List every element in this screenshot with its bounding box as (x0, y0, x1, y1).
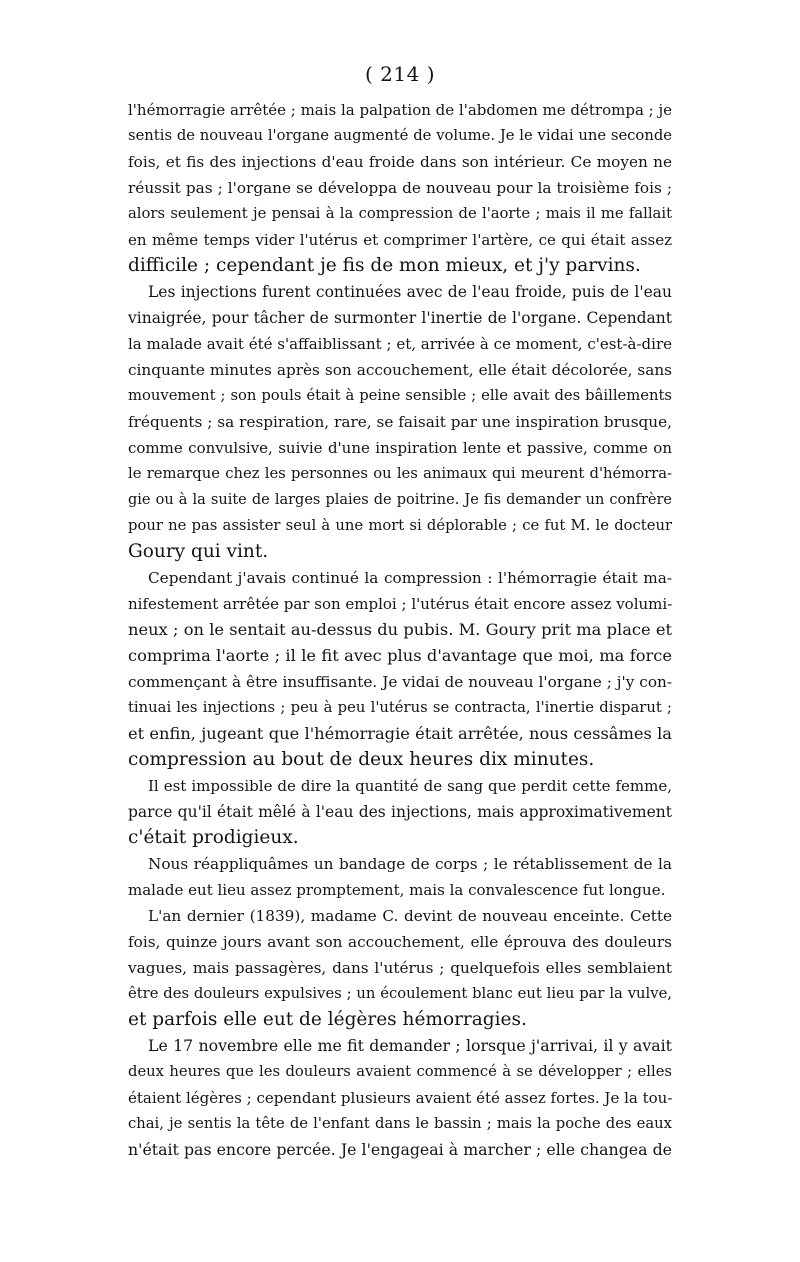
text-line: fréquents ; sa respiration, rare, se faisait par une inspiration brusque, (128, 413, 672, 431)
text-line: vagues, mais passagères, dans l'utérus ; quelquefois elles semblaient (128, 959, 672, 977)
text-line: compression au bout de deux heures dix minutes. (128, 749, 595, 770)
text-line: difficile ; cependant je fis de mon mieux, et j'y parvins. (128, 255, 641, 276)
text-line: comprima l'aorte ; il le fit avec plus d'avantage que moi, ma force (128, 646, 672, 665)
text-line: cinquante minutes après son accouchement, elle était décolorée, sans (128, 361, 672, 379)
text-line: étaient légères ; cependant plusieurs avaient été assez fortes. Je la tou- (128, 1089, 672, 1107)
text-line: mouvement ; son pouls était à peine sensible ; elle avait des bâillements (128, 387, 672, 404)
text-line: le remarque chez les personnes ou les animaux qui meurent d'hémorra- (128, 465, 672, 482)
text-line: deux heures que les douleurs avaient commencé à se développer ; elles (128, 1063, 672, 1080)
text-line: la malade avait été s'affaiblissant ; et, arrivée à ce moment, c'est-à-dire (128, 335, 672, 353)
text-line: Cependant j'avais continué la compression : l'hémorragie était ma- (148, 569, 672, 587)
text-line: alors seulement je pensai à la compression de l'aorte ; mais il me fallait (128, 205, 672, 222)
text-line: comme convulsive, suivie d'une inspiration lente et passive, comme on (128, 439, 672, 457)
text-line: parce qu'il était mêlé à l'eau des injections, mais approximativement (128, 803, 672, 821)
text-line: Goury qui vint. (128, 541, 269, 562)
text-line: fois, quinze jours avant son accouchement, elle éprouva des douleurs (128, 933, 672, 951)
text-line: réussit pas ; l'organe se développa de nouveau pour la troisième fois ; (128, 179, 672, 197)
text-line: commençant à être insuffisante. Je vidai de nouveau l'organe ; j'y con- (128, 673, 672, 691)
text-line: l'hémorragie arrêtée ; mais la palpation de l'abdomen me détrompa ; je (128, 101, 672, 119)
text-line: neux ; on le sentait au-dessus du pubis. M. Goury prit ma place et (128, 620, 672, 639)
text-line: c'était prodigieux. (128, 827, 299, 848)
text-line: vinaigrée, pour tâcher de surmonter l'inertie de l'organe. Cependant (128, 309, 672, 327)
text-line: et parfois elle eut de légères hémorragies. (128, 1009, 527, 1030)
body-text (128, 97, 672, 1163)
text-line: sentis de nouveau l'organe augmenté de volume. Je le vidai une seconde (128, 127, 672, 144)
page-number: ( 214 ) (365, 62, 435, 86)
text-line: Il est impossible de dire la quantité de sang que perdit cette femme, (148, 777, 672, 795)
text-line: fois, et fis des injections d'eau froide dans son intérieur. Ce moyen ne (128, 153, 672, 171)
text-line: être des douleurs expulsives ; un écoulement blanc eut lieu par la vulve, (128, 985, 672, 1002)
text-line: gie ou à la suite de larges plaies de poitrine. Je fis demander un confrère (128, 492, 672, 508)
text-line: nifestement arrêtée par son emploi ; l'utérus était encore assez volumi- (128, 595, 672, 613)
text-line: n'était pas encore percée. Je l'engageai à marcher ; elle changea de (128, 1140, 672, 1159)
text-line: en même temps vider l'utérus et comprimer l'artère, ce qui était assez (128, 231, 672, 249)
text-line: chai, je sentis la tête de l'enfant dans le bassin ; mais la poche des eaux (128, 1115, 672, 1132)
text-line: malade eut lieu assez promptement, mais la convalescence fut longue. (128, 881, 666, 899)
text-line: pour ne pas assister seul à une mort si déplorable ; ce fut M. le docteur (128, 517, 672, 534)
text-line: Les injections furent continuées avec de l'eau froide, puis de l'eau (148, 283, 672, 301)
text-line: Le 17 novembre elle me fit demander ; lorsque j'arrivai, il y avait (148, 1036, 672, 1055)
text-line: et enfin, jugeant que l'hémorragie était arrêtée, nous cessâmes la (128, 724, 672, 743)
text-line: tinuai les injections ; peu à peu l'utérus se contracta, l'inertie disparut ; (128, 699, 672, 716)
text-line: L'an dernier (1839), madame C. devint de nouveau enceinte. Cette (148, 907, 672, 925)
text-line: Nous réappliquâmes un bandage de corps ; le rétablissement de la (148, 855, 672, 873)
